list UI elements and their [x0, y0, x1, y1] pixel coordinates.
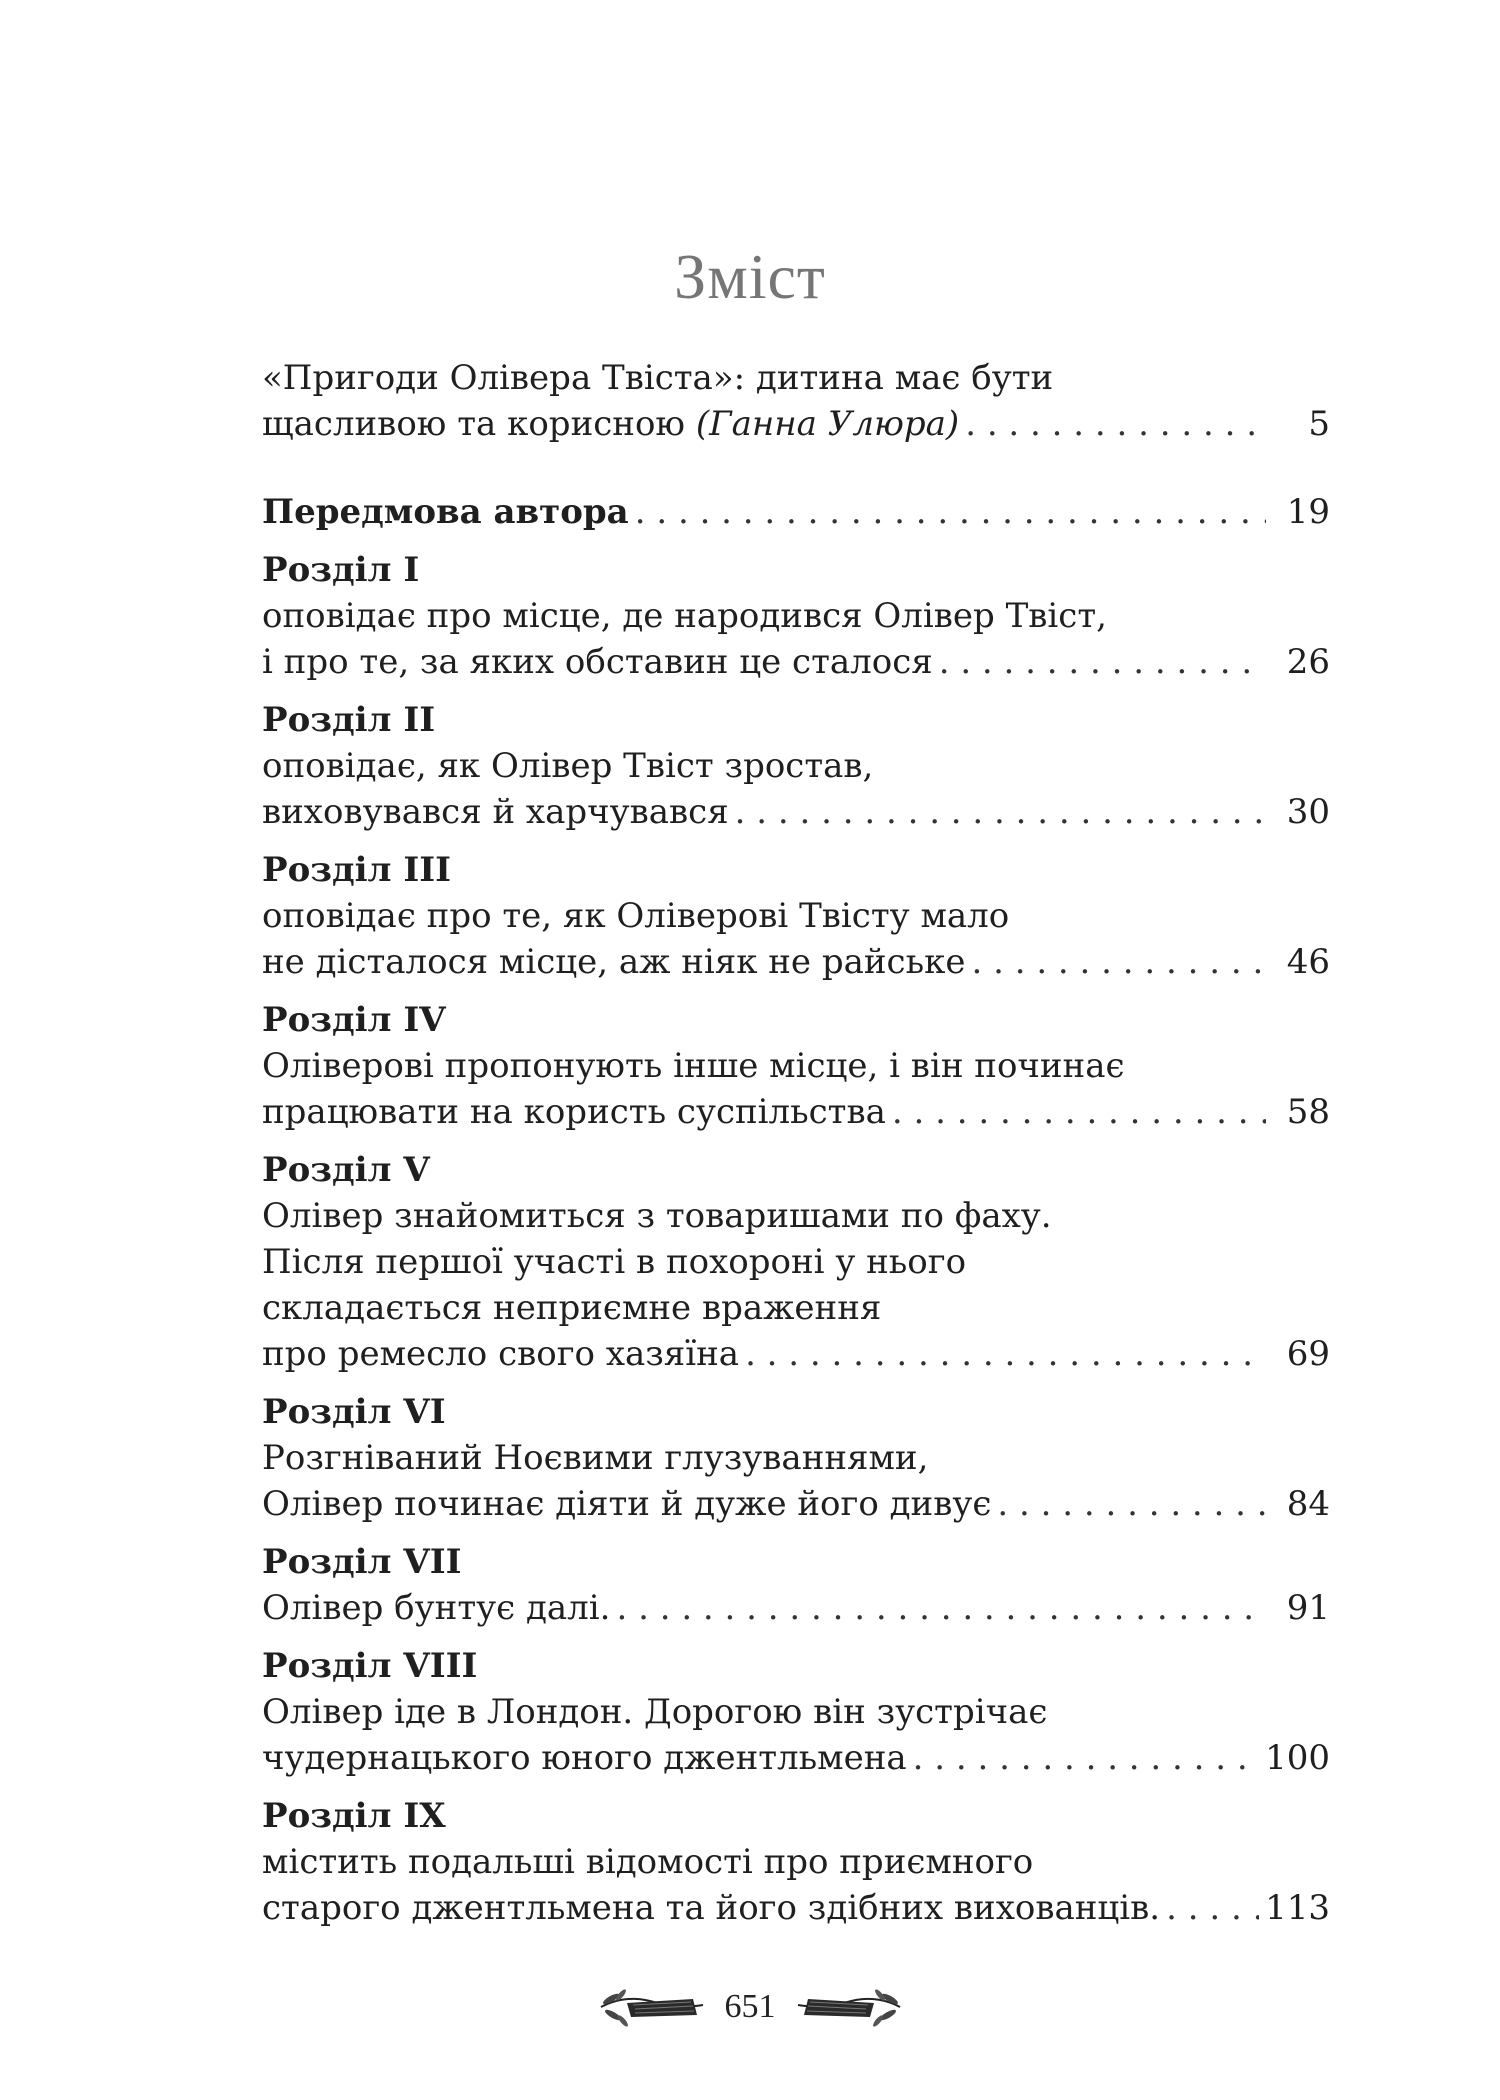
chapter-heading: Розділ III [262, 850, 452, 890]
chapter-description-line: Олівер починає діяти й дуже його дивує [262, 1484, 992, 1524]
toc-entry-chapter[interactable] [262, 1539, 1330, 1631]
chapter-description-line: Олівер іде в Лондон. Дорогою він зустрічає [262, 1692, 1048, 1732]
toc-page-number: 69 [1286, 1334, 1330, 1374]
chapter-heading: Розділ II [262, 700, 436, 740]
chapter-heading: Розділ I [262, 550, 420, 590]
toc-entry-chapter[interactable] [262, 1793, 1330, 1931]
toc-page-number: 100 [1265, 1738, 1330, 1778]
toc-entry-last-line [262, 1481, 1330, 1527]
page-footer [0, 1985, 1500, 2029]
toc-page-number: 91 [1286, 1588, 1330, 1628]
toc-page-number: 58 [1286, 1092, 1330, 1132]
chapter-description-line: Олівер знайомиться з товаришами по фаху. [262, 1196, 1052, 1236]
toc-entry-chapter[interactable] [262, 1147, 1330, 1377]
toc-entry-preface[interactable] [262, 489, 1330, 535]
toc-entry-last-line [262, 489, 1330, 535]
toc-entry-chapter[interactable] [262, 697, 1330, 835]
chapter-heading: Розділ VIII [262, 1646, 478, 1686]
chapter-heading: Розділ VII [262, 1542, 462, 1582]
chapter-heading: Розділ VI [262, 1392, 446, 1432]
chapter-description-line: виховувався й харчувався [262, 792, 729, 832]
toc-entry-chapter[interactable] [262, 547, 1330, 685]
chapter-description-line: складається неприємне враження [262, 1288, 882, 1328]
chapter-description-line: оповідає про те, як Оліверові Твісту мало [262, 896, 1010, 936]
chapter-description-line: старого джентльмена та його здібних вихованців. [262, 1888, 1161, 1928]
dot-leader [635, 489, 1266, 535]
table-of-contents [262, 355, 1330, 1943]
toc-entry-chapter[interactable] [262, 847, 1330, 985]
toc-entry-last-line [262, 639, 1330, 685]
toc-entry-heading: Передмова автора [262, 492, 629, 532]
laurel-ornament-left-icon [597, 1985, 707, 2029]
laurel-ornament-right-icon [794, 1985, 904, 2029]
dot-leader [939, 639, 1266, 685]
chapter-description-line: Оліверові пропонують інше місце, і він починає [262, 1046, 1125, 1086]
chapter-description-line: працювати на користь суспільства [262, 1092, 886, 1132]
toc-entry-last-line [262, 1089, 1330, 1135]
toc-page-number: 46 [1286, 942, 1330, 982]
dot-leader [1166, 1885, 1259, 1931]
chapter-description-line: оповідає, як Олівер Твіст зростав, [262, 746, 874, 786]
toc-entry-author: (Ганна Улюра) [695, 404, 960, 444]
toc-page-number: 5 [1308, 404, 1330, 444]
toc-entry-text-line: «Пригоди Олівера Твіста»: дитина має бути [262, 358, 1054, 398]
toc-entry-text: щасливою та корисною (Ганна Улюра) [262, 404, 960, 444]
chapter-description-line: оповідає про місце, де народився Олівер Твіст, [262, 596, 1107, 636]
toc-entry-last-line [262, 939, 1330, 985]
toc-entry-last-line [262, 789, 1330, 835]
chapter-description-line: Розгніваний Ноєвими глузуваннями, [262, 1438, 929, 1478]
dot-leader [892, 1089, 1266, 1135]
toc-entry-last-line [262, 1735, 1330, 1781]
chapter-description-line: і про те, за яких обставин це сталося [262, 642, 933, 682]
toc-page-number: 84 [1286, 1484, 1330, 1524]
dot-leader [965, 401, 1266, 447]
toc-entry-intro[interactable] [262, 355, 1330, 447]
chapter-description-line: містить подальші відомості про приємного [262, 1842, 1034, 1882]
chapter-description-line: про ремесло свого хазяїна [262, 1334, 740, 1374]
dot-leader [997, 1481, 1266, 1527]
chapter-description-line: чудернацького юного джентльмена [262, 1738, 907, 1778]
toc-entry-last-line [262, 1331, 1330, 1377]
chapter-description-line: не дісталося місце, аж ніяк не райське [262, 942, 966, 982]
chapter-heading: Розділ IV [262, 1000, 446, 1040]
chapter-description-line: Після першої участі в похороні у нього [262, 1242, 967, 1282]
toc-entry-chapter[interactable] [262, 1643, 1330, 1781]
chapter-heading: Розділ V [262, 1150, 430, 1190]
dot-leader [913, 1735, 1259, 1781]
toc-entry-last-line [262, 1585, 1330, 1631]
page-number: 651 [724, 1988, 776, 2025]
dot-leader [971, 939, 1266, 985]
toc-page-number: 30 [1286, 792, 1330, 832]
toc-entry-chapter[interactable] [262, 1389, 1330, 1527]
dot-leader [616, 1585, 1266, 1631]
toc-page-number: 26 [1286, 642, 1330, 682]
toc-entry-chapter[interactable] [262, 997, 1330, 1135]
toc-entry-last-line [262, 1885, 1330, 1931]
page-title: Зміст [674, 241, 826, 312]
dot-leader [745, 1331, 1266, 1377]
chapter-heading: Розділ IX [262, 1796, 446, 1836]
toc-page-number: 113 [1265, 1888, 1330, 1928]
dot-leader [735, 789, 1266, 835]
chapter-description-line: Олівер бунтує далі. [262, 1588, 611, 1628]
toc-page-number: 19 [1286, 492, 1330, 532]
toc-entry-last-line [262, 401, 1330, 447]
